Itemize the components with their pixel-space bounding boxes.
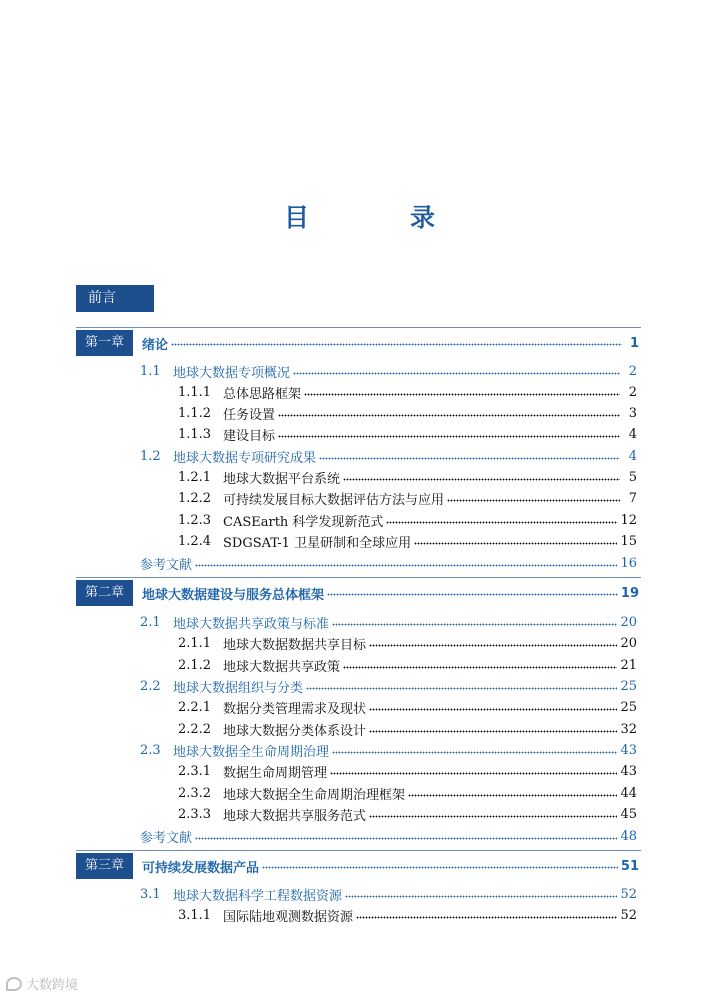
dot-leader xyxy=(327,592,618,596)
subsection-title: 地球大数据共享政策 xyxy=(223,659,341,675)
watermark xyxy=(6,974,78,993)
chapter-title: 绪论 xyxy=(142,337,169,353)
toc-references[interactable] xyxy=(140,826,637,846)
chapter-tag: 第二章 xyxy=(76,580,133,606)
page-number: 52 xyxy=(620,886,637,902)
toc-subsection[interactable] xyxy=(178,905,637,925)
section-number: 3.1 xyxy=(140,886,161,902)
page-number: 3 xyxy=(628,405,637,421)
page-number: 44 xyxy=(620,785,637,801)
section-title: 地球大数据专项研究成果 xyxy=(173,450,317,466)
chapter-1-row[interactable] xyxy=(76,330,639,356)
dot-leader xyxy=(171,342,622,346)
dot-leader xyxy=(195,836,617,840)
dot-leader xyxy=(447,498,620,502)
subsection-number: 1.2.2 xyxy=(178,490,212,506)
page-number: 20 xyxy=(620,614,637,630)
subsection-number: 2.1.2 xyxy=(178,657,212,673)
page-number: 2 xyxy=(628,384,637,400)
page-number: 51 xyxy=(620,858,639,874)
dot-leader xyxy=(345,894,617,898)
dot-leader xyxy=(369,707,617,711)
toc-section[interactable] xyxy=(140,740,637,760)
preface-heading[interactable]: 前言 xyxy=(76,285,154,312)
toc-subsection[interactable] xyxy=(178,403,637,423)
page-number: 4 xyxy=(628,448,637,464)
subsection-number: 2.2.1 xyxy=(178,699,212,715)
page-number: 7 xyxy=(628,490,637,506)
toc-subsection[interactable] xyxy=(178,488,637,508)
chapter-tag: 第一章 xyxy=(76,330,133,356)
toc-subsection[interactable] xyxy=(178,655,637,675)
dot-leader xyxy=(332,622,617,626)
toc-subsection[interactable] xyxy=(178,804,637,824)
section-title: 地球大数据科学工程数据资源 xyxy=(173,888,343,904)
subsection-title: 地球大数据分类体系设计 xyxy=(223,723,367,739)
subsection-title: 建设目标 xyxy=(223,428,276,444)
chapter-title-row xyxy=(142,330,639,356)
subsection-title: 数据分类管理需求及现状 xyxy=(223,701,367,717)
subsection-title: 地球大数据数据共享目标 xyxy=(223,637,367,653)
toc-subsection[interactable] xyxy=(178,531,637,551)
dot-leader xyxy=(332,750,617,754)
dot-leader xyxy=(262,865,618,869)
toc-section[interactable] xyxy=(140,676,637,696)
page-number: 2 xyxy=(628,363,637,379)
toc-subsection[interactable] xyxy=(178,382,637,402)
toc-subsection[interactable] xyxy=(178,467,637,487)
subsection-title: 国际陆地观测数据资源 xyxy=(223,909,354,925)
dot-leader xyxy=(293,371,620,375)
toc-subsection[interactable] xyxy=(178,761,637,781)
chapter-3-row[interactable] xyxy=(76,853,639,879)
toc-subsection[interactable] xyxy=(178,633,637,653)
page-number: 21 xyxy=(620,657,637,673)
page-number: 52 xyxy=(620,907,637,923)
page-number: 25 xyxy=(620,678,637,694)
dot-leader xyxy=(278,413,620,417)
dot-leader xyxy=(304,392,620,396)
subsection-title: 地球大数据全生命周期治理框架 xyxy=(223,787,406,803)
toc-subsection[interactable] xyxy=(178,697,637,717)
dot-leader xyxy=(408,793,617,797)
section-number: 2.3 xyxy=(140,742,161,758)
section-title: 地球大数据共享政策与标准 xyxy=(173,616,330,632)
chapter-2-row[interactable] xyxy=(76,580,639,606)
chapter-title: 可持续发展数据产品 xyxy=(142,860,260,876)
chapter-title: 地球大数据建设与服务总体框架 xyxy=(142,587,325,603)
subsection-title: 数据生命周期管理 xyxy=(223,765,328,781)
subsection-number: 2.3.3 xyxy=(178,806,212,822)
references-title: 参考文献 xyxy=(140,557,193,573)
page-number: 43 xyxy=(620,742,637,758)
chapter-divider xyxy=(76,327,641,328)
page-number: 5 xyxy=(628,469,637,485)
section-title: 地球大数据组织与分类 xyxy=(173,680,304,696)
subsection-number: 2.2.2 xyxy=(178,721,212,737)
toc-subsection[interactable] xyxy=(178,783,637,803)
dot-leader xyxy=(356,915,617,919)
toc-section[interactable] xyxy=(140,612,637,632)
dot-leader xyxy=(369,729,617,733)
references-title: 参考文献 xyxy=(140,830,193,846)
dot-leader xyxy=(306,686,617,690)
chapter-divider xyxy=(76,577,641,578)
page-number: 19 xyxy=(620,585,639,601)
dot-leader xyxy=(330,771,617,775)
chapter-divider xyxy=(76,850,641,851)
page-number: 48 xyxy=(620,828,637,844)
subsection-title: CASEarth 科学发现新范式 xyxy=(223,514,384,530)
chapter-tag: 第三章 xyxy=(76,853,133,879)
subsection-title: 地球大数据平台系统 xyxy=(223,471,341,487)
subsection-number: 2.3.2 xyxy=(178,785,212,801)
page-number: 25 xyxy=(620,699,637,715)
subsection-number: 1.1.1 xyxy=(178,384,212,400)
subsection-number: 1.2.1 xyxy=(178,469,212,485)
section-title: 地球大数据全生命周期治理 xyxy=(173,744,330,760)
page-number: 12 xyxy=(620,512,637,528)
page-number: 20 xyxy=(620,635,637,651)
dot-leader xyxy=(278,434,620,438)
subsection-number: 1.2.4 xyxy=(178,533,212,549)
subsection-number: 1.1.2 xyxy=(178,405,212,421)
subsection-number: 3.1.1 xyxy=(178,907,212,923)
subsection-title: 可持续发展目标大数据评估方法与应用 xyxy=(223,492,445,508)
dot-leader xyxy=(414,541,617,545)
page-number: 16 xyxy=(620,555,637,571)
chapter-title-row xyxy=(142,853,639,879)
subsection-number: 2.1.1 xyxy=(178,635,212,651)
watermark-logo-icon xyxy=(6,977,22,991)
subsection-number: 2.3.1 xyxy=(178,763,212,779)
page-number: 4 xyxy=(628,426,637,442)
toc-references[interactable] xyxy=(140,553,637,573)
toc-section[interactable] xyxy=(140,446,637,466)
toc-section[interactable] xyxy=(140,884,637,904)
subsection-number: 1.1.3 xyxy=(178,426,212,442)
toc-subsection[interactable] xyxy=(178,719,637,739)
page-number: 43 xyxy=(620,763,637,779)
dot-leader xyxy=(319,456,620,460)
dot-leader xyxy=(386,520,617,524)
section-number: 2.2 xyxy=(140,678,161,694)
subsection-title: SDGSAT-1 卫星研制和全球应用 xyxy=(223,535,412,551)
dot-leader xyxy=(343,665,617,669)
toc-subsection[interactable] xyxy=(178,510,637,530)
section-title: 地球大数据专项概况 xyxy=(173,365,291,381)
dot-leader xyxy=(369,814,617,818)
watermark-text: 大数跨境 xyxy=(26,978,79,993)
section-number: 2.1 xyxy=(140,614,161,630)
subsection-number: 1.2.3 xyxy=(178,512,212,528)
page-number: 1 xyxy=(629,335,639,351)
page-number: 15 xyxy=(620,533,637,549)
dot-leader xyxy=(343,477,620,481)
subsection-title: 任务设置 xyxy=(223,407,276,423)
chapter-title-row xyxy=(142,580,639,606)
toc-section[interactable] xyxy=(140,361,637,381)
subsection-title: 总体思路框架 xyxy=(223,386,302,402)
dot-leader xyxy=(369,643,617,647)
section-number: 1.1 xyxy=(140,363,161,379)
page-number: 45 xyxy=(620,806,637,822)
page-number: 32 xyxy=(620,721,637,737)
toc-subsection[interactable] xyxy=(178,424,637,444)
dot-leader xyxy=(195,563,617,567)
subsection-title: 地球大数据共享服务范式 xyxy=(223,808,367,824)
section-number: 1.2 xyxy=(140,448,161,464)
page-title: 目 录 xyxy=(283,203,473,232)
